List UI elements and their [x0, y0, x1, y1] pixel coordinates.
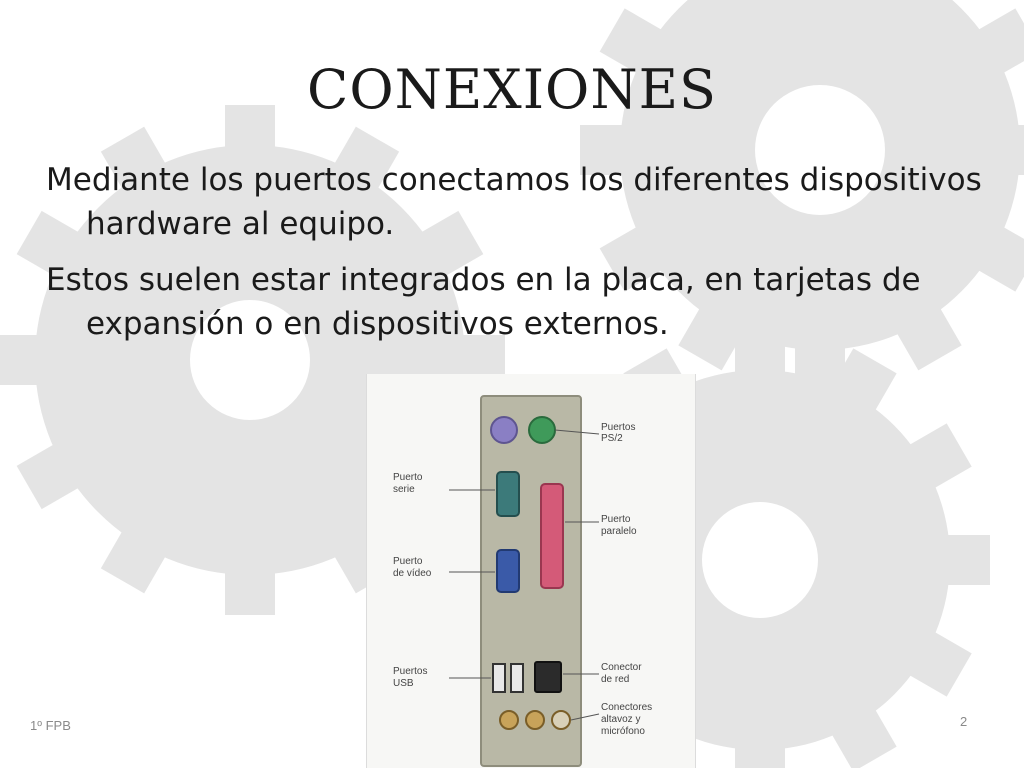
label-parallel-line1: Puerto — [601, 514, 631, 525]
audio-jack-3 — [552, 711, 570, 729]
rear-panel-figure — [366, 374, 696, 768]
usb-port-2 — [511, 664, 523, 692]
label-video-line2: de vídeo — [393, 568, 432, 579]
label-ps2-line1: Puertos — [601, 422, 636, 433]
label-serial-line1: Puerto — [393, 472, 423, 483]
ps2-keyboard-port — [529, 417, 555, 443]
label-usb-line2: USB — [393, 678, 414, 689]
page-number: 2 — [960, 714, 968, 729]
footer-course: 1º FPB — [30, 718, 71, 733]
label-audio-line2: altavoz y — [601, 714, 641, 725]
label-video-line1: Puerto — [393, 556, 423, 567]
label-parallel-line2: paralelo — [601, 526, 637, 537]
parallel-port — [541, 484, 563, 588]
label-network-line1: Conector — [601, 662, 642, 673]
paragraph-integration: Estos suelen estar integrados en la placa, en tarjetas de expansión o en dispositivos externos. — [46, 262, 921, 342]
ps2-mouse-port — [491, 417, 517, 443]
label-ps2-line2: PS/2 — [601, 433, 623, 444]
label-audio-line3: micrófono — [601, 726, 645, 737]
audio-jack-2 — [526, 711, 544, 729]
video-port — [497, 550, 519, 592]
label-usb-line1: Puertos — [393, 666, 428, 677]
slide-body — [46, 158, 1006, 358]
label-network-line2: de red — [601, 674, 630, 685]
audio-jack-1 — [500, 711, 518, 729]
network-port — [535, 662, 561, 692]
label-serial-line2: serie — [393, 484, 415, 495]
label-audio-line1: Conectores — [601, 702, 653, 713]
usb-port-1 — [493, 664, 505, 692]
slide-title: CONEXIONES — [307, 58, 717, 121]
serial-port — [497, 472, 519, 516]
paragraph-ports: Mediante los puertos conectamos los diferentes dispositivos hardware al equipo. — [46, 162, 982, 242]
